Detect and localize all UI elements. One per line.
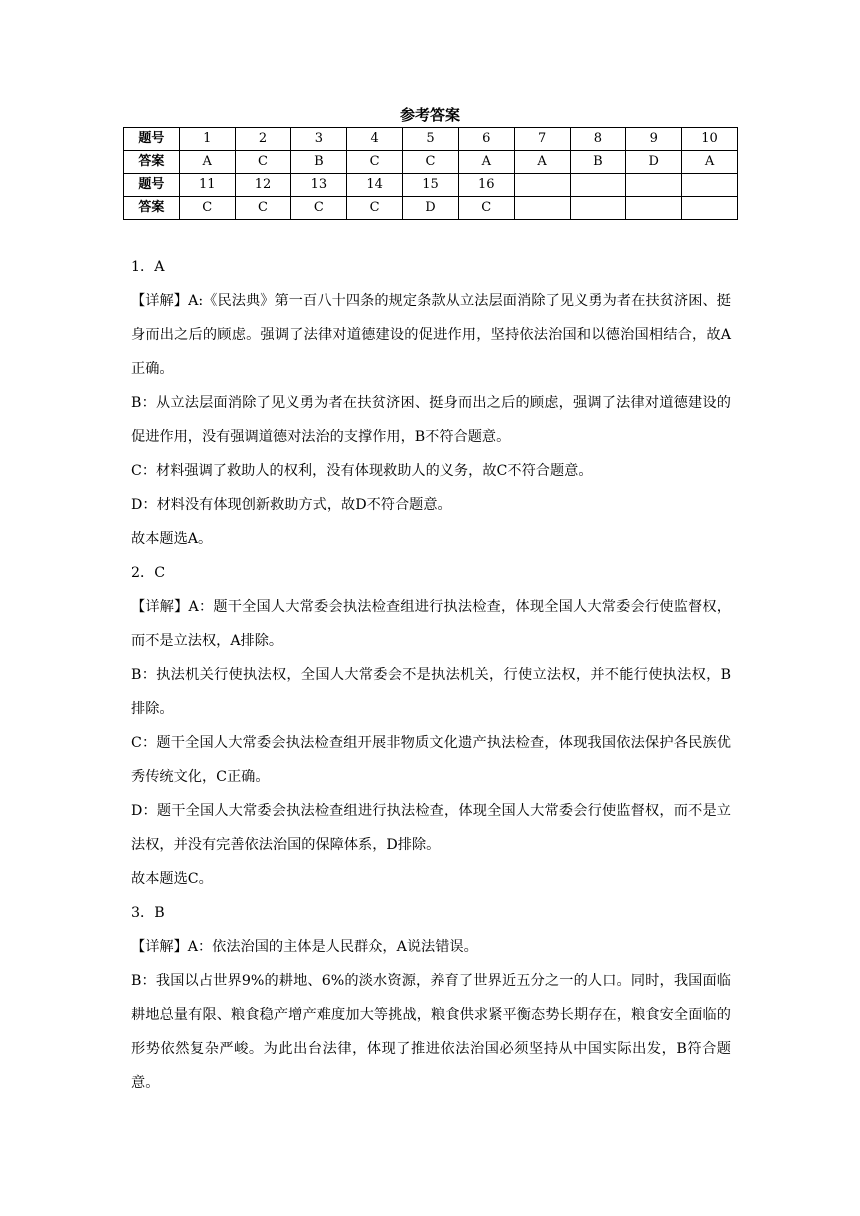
table-row <box>124 174 738 197</box>
page-title: 参考答案 <box>399 106 460 124</box>
table-cell: B <box>570 151 626 174</box>
explanation-paragraph: 故本题选A。 <box>131 531 213 547</box>
table-cell: C <box>347 151 403 174</box>
row-header-cell: 题号 <box>124 174 180 197</box>
table-cell <box>514 174 570 197</box>
table-row <box>124 128 738 151</box>
explanation-paragraph: 【详解】A：题干全国人大常委会执法检查组进行执法检查，体现全国人大常委会行使监督权，而不是立法权，A排除。 <box>131 599 731 649</box>
table-cell: 8 <box>570 128 626 151</box>
table-cell <box>682 174 738 197</box>
table-cell: D <box>626 151 682 174</box>
explanation-paragraph: C：题干全国人大常委会执法检查组开展非物质文化遗产执法检查，体现我国依法保护各民族优秀传统文化，C正确。 <box>131 735 731 785</box>
table-cell: 7 <box>514 128 570 151</box>
row-header-cell: 题号 <box>124 128 180 151</box>
table-cell: A <box>458 151 514 174</box>
table-cell: A <box>682 151 738 174</box>
table-cell <box>626 197 682 220</box>
row-header-cell: 答案 <box>124 151 180 174</box>
explanation-paragraph: C：材料强调了救助人的权利，没有体现救助人的义务，故C不符合题意。 <box>131 463 593 479</box>
table-cell: C <box>179 197 235 220</box>
explanation-paragraph: B：从立法层面消除了见义勇为者在扶贫济困、挺身而出之后的顾虑，强调了法律对道德建设的促进作用，没有强调道德对法治的支撑作用，B不符合题意。 <box>131 395 731 445</box>
table-cell: 14 <box>347 174 403 197</box>
table-cell: 9 <box>626 128 682 151</box>
explanation-paragraph: D：材料没有体现创新救助方式，故D不符合题意。 <box>131 497 452 513</box>
table-cell: D <box>403 197 459 220</box>
question-heading: 3．B <box>131 905 165 921</box>
table-cell <box>570 197 626 220</box>
table-cell: 10 <box>682 128 738 151</box>
table-cell <box>626 174 682 197</box>
explanation-paragraph: 故本题选C。 <box>131 871 213 887</box>
table-cell: 4 <box>347 128 403 151</box>
table-cell: C <box>458 197 514 220</box>
table-cell: C <box>291 197 347 220</box>
table-row <box>124 151 738 174</box>
explanation-paragraph: B：执法机关行使执法权，全国人大常委会不是执法机关，行使立法权，并不能行使执法权，B排除。 <box>131 667 731 717</box>
table-cell: 15 <box>403 174 459 197</box>
table-cell <box>570 174 626 197</box>
question-heading: 2．C <box>131 565 166 581</box>
table-cell: 6 <box>458 128 514 151</box>
table-cell: C <box>403 151 459 174</box>
table-cell: 1 <box>179 128 235 151</box>
table-cell: 12 <box>235 174 291 197</box>
table-cell: 5 <box>403 128 459 151</box>
table-cell: A <box>179 151 235 174</box>
explanation-paragraph: B：我国以占世界9%的耕地、6%的淡水资源，养育了世界近五分之一的人口。同时，我国面临耕地总量有限、粮食稳产增产难度加大等挑战，粮食供求紧平衡态势长期存在，粮食安全面临的形势依然复杂严峻。为此出台法律，体现了推进依法治国必须坚持从中国实际出发，B符合题意。 <box>131 973 731 1091</box>
answer-table <box>123 127 738 220</box>
table-cell: C <box>347 197 403 220</box>
question-heading: 1．A <box>131 259 165 275</box>
table-cell: A <box>514 151 570 174</box>
table-cell <box>514 197 570 220</box>
table-cell: 2 <box>235 128 291 151</box>
table-cell <box>682 197 738 220</box>
row-header-cell: 答案 <box>124 197 180 220</box>
table-cell: B <box>291 151 347 174</box>
table-cell: C <box>235 151 291 174</box>
table-cell: 16 <box>458 174 514 197</box>
explanation-paragraph: 【详解】A:《民法典》第一百八十四条的规定条款从立法层面消除了见义勇为者在扶贫济困、挺身而出之后的顾虑。强调了法律对道德建设的促进作用，坚持依法治国和以德治国相结合，故A正确。 <box>131 293 731 377</box>
table-cell: 13 <box>291 174 347 197</box>
table-row <box>124 197 738 220</box>
table-cell: 11 <box>179 174 235 197</box>
table-cell: 3 <box>291 128 347 151</box>
answer-explanations <box>131 250 731 1100</box>
explanation-paragraph: 【详解】A：依法治国的主体是人民群众，A说法错误。 <box>131 939 478 955</box>
table-cell: C <box>235 197 291 220</box>
explanation-paragraph: D：题干全国人大常委会执法检查组进行执法检查，体现全国人大常委会行使监督权，而不是立法权，并没有完善依法治国的保障体系，D排除。 <box>131 803 731 853</box>
